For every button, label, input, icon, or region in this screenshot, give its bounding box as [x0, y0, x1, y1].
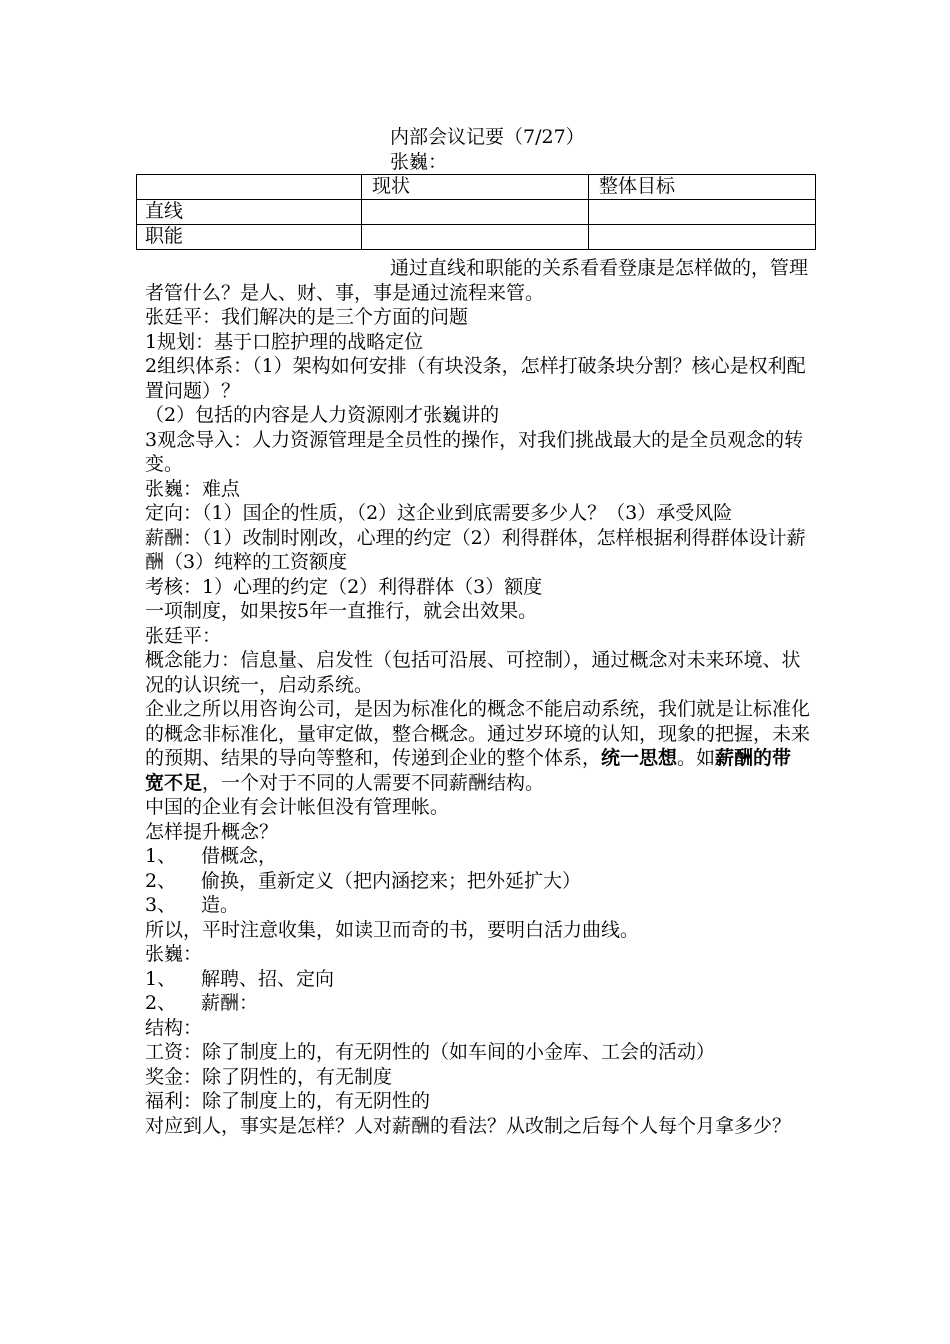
paragraph: 张巍：: [145, 943, 203, 965]
table-cell: 职能: [137, 225, 362, 250]
table-header-row: [137, 175, 816, 200]
document-title: 内部会议记要（7/27）: [390, 126, 585, 148]
paragraph: 2组织体系：（1）架构如何安排（有块没条，怎样打破条块分割？核心是权利配置问题）？: [145, 355, 806, 402]
list-number: 1、: [145, 845, 177, 867]
list-item: [145, 991, 810, 1016]
paragraph-mixed: [145, 697, 810, 795]
paragraph: （2）包括的内容是人力资源刚才张巍讲的: [145, 404, 500, 426]
comparison-table: [136, 174, 816, 250]
paragraph: 对应到人，事实是怎样？人对薪酬的看法？从改制之后每个人每个月拿多少？: [145, 1114, 792, 1137]
list-text: 解聘、招、定向: [201, 967, 335, 990]
list-number: 2、: [145, 992, 177, 1014]
table-header-cell: [137, 175, 362, 200]
paragraph: 薪酬：（1）改制时刚改，心理的约定（2）利得群体，怎样根据利得群体设计薪酬（3）纯粹的工资额度: [145, 526, 806, 573]
table-row: [137, 200, 816, 225]
table-row: [137, 225, 816, 250]
list-item: [145, 844, 810, 869]
paragraph: 一项制度，如果按5年一直推行，就会出效果。: [145, 600, 538, 622]
speaker-name: 张巍：: [390, 151, 448, 173]
paragraph: 张廷平：: [145, 624, 222, 647]
paragraph: 考核：1）心理的约定（2）利得群体（3）额度: [145, 575, 543, 598]
paragraph: 1规划：基于口腔护理的战略定位: [145, 330, 424, 353]
list-text: 造。: [201, 894, 240, 916]
paragraph: 所以，平时注意收集，如读卫而奇的书，要明白活力曲线。: [145, 918, 640, 941]
list-item: [145, 869, 810, 894]
bold-phrase: 薪酬的带宽不足: [145, 747, 792, 794]
list-number: 1、: [145, 967, 177, 990]
list-item: [145, 967, 810, 992]
paragraph: 工资：除了制度上的，有无阴性的（如车间的小金库、工会的活动）: [145, 1041, 716, 1063]
bold-phrase: 统一思想: [601, 747, 678, 769]
paragraph-text: 。如: [677, 747, 716, 769]
paragraph-text: ，一个对于不同的人需要不同薪酬结构。: [202, 771, 545, 794]
paragraph: 奖金：除了阴性的，有无制度: [145, 1065, 393, 1088]
table-cell: [589, 225, 816, 250]
paragraph: 张廷平：我们解决的是三个方面的问题: [145, 306, 469, 328]
paragraph: 结构：: [145, 1016, 203, 1039]
paragraph: 通过直线和职能的关系看看登康是怎样做的，管理者管什么？是人、财、事，事是通过流程来管。: [145, 257, 809, 304]
table-header-cell: 现状: [362, 175, 589, 200]
paragraph: 概念能力：信息量、启发性（包括可沿展、可控制），通过概念对未来环境、状况的认识统一，启动系统。: [145, 649, 801, 696]
paragraph: 福利：除了制度上的，有无阴性的: [145, 1090, 431, 1112]
list-number: 2、: [145, 869, 177, 892]
paragraph-text: 企业之所以用咨询公司，是因为标准化的概念不能启动系统，我们就是让标准化的概念非标准化，量审定做，整合概念。通过岁环境的认知，现象的把握，未来的预期、结果的导向等整和，传递到企业的整个体系，: [145, 698, 811, 769]
list-text: 借概念，: [201, 845, 278, 867]
paragraph: 3观念导入：人力资源管理是全员性的操作，对我们挑战最大的是全员观念的转变。: [145, 428, 804, 475]
paragraph: 张巍：难点: [145, 477, 241, 500]
table-header-cell: 整体目标: [589, 175, 816, 200]
list-number: 3、: [145, 894, 177, 916]
table-cell: [362, 200, 589, 225]
list-text: 偷换，重新定义（把内涵挖来；把外延扩大）: [201, 869, 582, 892]
document-body: [145, 256, 810, 1138]
list-item: [145, 893, 810, 918]
table-cell: [589, 200, 816, 225]
paragraph: 定向：（1）国企的性质，（2）这企业到底需要多少人？（3）承受风险: [145, 502, 733, 524]
table-cell: 直线: [137, 200, 362, 225]
table-cell: [362, 225, 589, 250]
paragraph: 中国的企业有会计帐但没有管理帐。: [145, 796, 450, 818]
paragraph: 怎样提升概念？: [145, 820, 279, 843]
list-text: 薪酬：: [201, 992, 259, 1014]
